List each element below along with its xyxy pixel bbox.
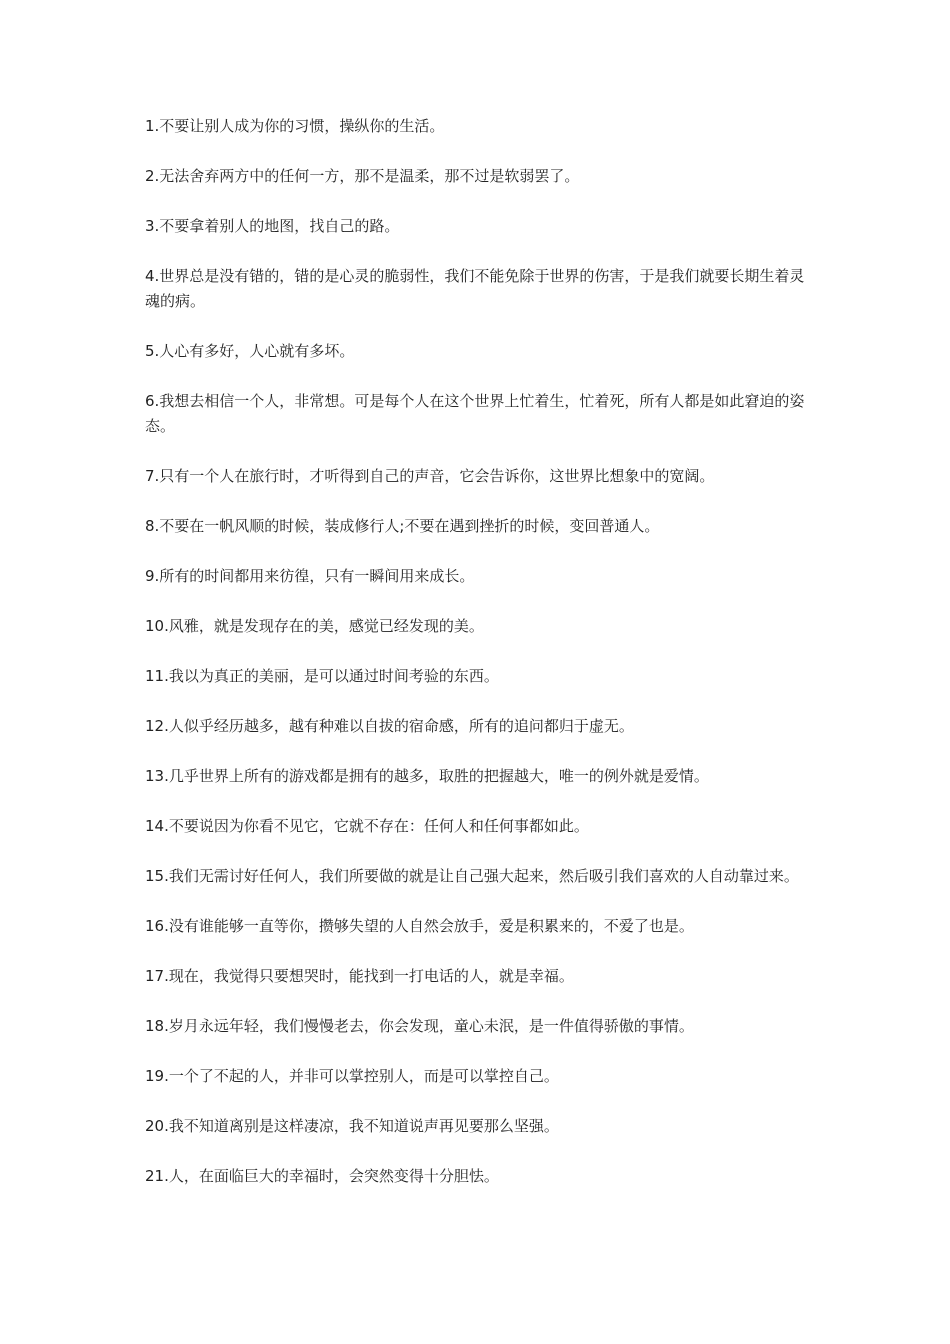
quote-line-7: 7.只有一个人在旅行时，才听得到自己的声音，它会告诉你，这世界比想象中的宽阔。 bbox=[145, 467, 715, 485]
quote-line-9: 9.所有的时间都用来彷徨，只有一瞬间用来成长。 bbox=[145, 567, 475, 585]
quote-line-20: 20.我不知道离别是这样凄凉，我不知道说声再见要那么坚强。 bbox=[145, 1117, 559, 1135]
quote-line-21: 21.人，在面临巨大的幸福时，会突然变得十分胆怯。 bbox=[145, 1167, 499, 1185]
quote-line-8: 8.不要在一帆风顺的时候，装成修行人;不要在遇到挫折的时候，变回普通人。 bbox=[145, 517, 660, 535]
quote-line-11: 11.我以为真正的美丽，是可以通过时间考验的东西。 bbox=[145, 667, 499, 685]
quote-line-5: 5.人心有多好，人心就有多坏。 bbox=[145, 342, 355, 360]
quote-line-19: 19.一个了不起的人，并非可以掌控别人，而是可以掌控自己。 bbox=[145, 1067, 559, 1085]
quote-line-4: 4.世界总是没有错的，错的是心灵的脆弱性，我们不能免除于世界的伤害，于是我们就要长期生着灵魂的病。 bbox=[145, 267, 805, 310]
quote-line-1: 1.不要让别人成为你的习惯，操纵你的生活。 bbox=[145, 117, 445, 135]
quote-line-17: 17.现在，我觉得只要想哭时，能找到一打电话的人，就是幸福。 bbox=[145, 967, 574, 985]
quote-line-13: 13.几乎世界上所有的游戏都是拥有的越多，取胜的把握越大，唯一的例外就是爱情。 bbox=[145, 767, 709, 785]
quote-line-12: 12.人似乎经历越多，越有种难以自拔的宿命感，所有的追问都归于虚无。 bbox=[145, 717, 634, 735]
quote-line-2: 2.无法舍弃两方中的任何一方，那不是温柔，那不过是软弱罢了。 bbox=[145, 167, 580, 185]
quote-list bbox=[145, 114, 809, 1214]
quote-line-10: 10.风雅，就是发现存在的美，感觉已经发现的美。 bbox=[145, 617, 484, 635]
quote-line-14: 14.不要说因为你看不见它，它就不存在：任何人和任何事都如此。 bbox=[145, 817, 589, 835]
quote-line-3: 3.不要拿着别人的地图，找自己的路。 bbox=[145, 217, 400, 235]
quote-line-6: 6.我想去相信一个人，非常想。可是每个人在这个世界上忙着生，忙着死，所有人都是如此窘迫的姿态。 bbox=[145, 392, 805, 435]
quote-line-18: 18.岁月永远年轻，我们慢慢老去，你会发现，童心未泯，是一件值得骄傲的事情。 bbox=[145, 1017, 694, 1035]
quote-line-16: 16.没有谁能够一直等你，攒够失望的人自然会放手，爱是积累来的，不爱了也是。 bbox=[145, 917, 694, 935]
quote-line-15: 15.我们无需讨好任何人，我们所要做的就是让自己强大起来，然后吸引我们喜欢的人自动靠过来。 bbox=[145, 867, 799, 885]
